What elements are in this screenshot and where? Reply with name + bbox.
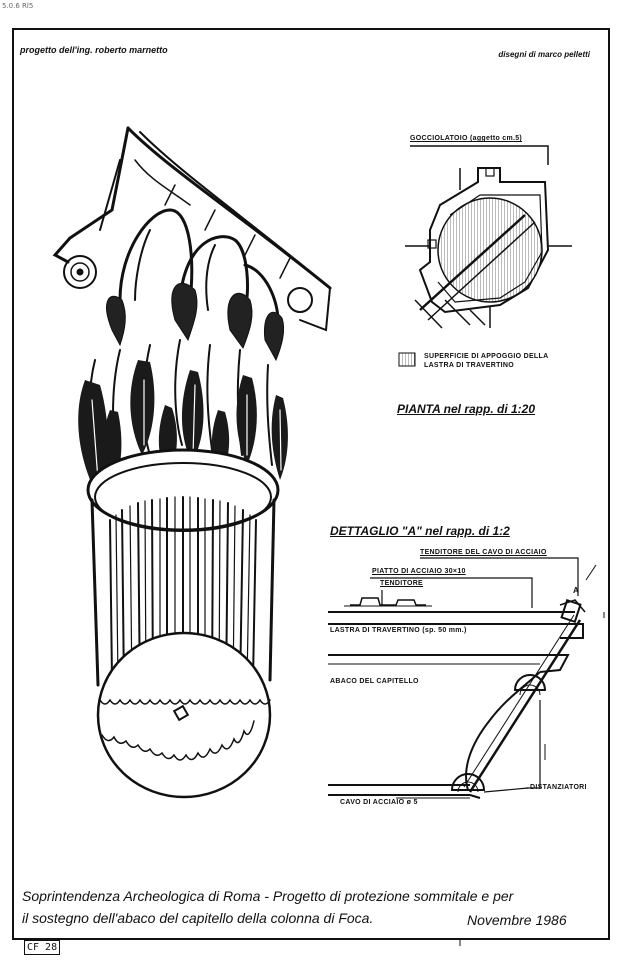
capital-illustration <box>55 128 330 797</box>
tensioner-label: TENDITORE <box>380 580 424 587</box>
legend-swatch-bearing-surface <box>399 353 415 366</box>
travertine-slab-label: LASTRA DI TRAVERTINO (sp. 50 mm.) <box>330 627 467 634</box>
gocciolatoio-label: GOCCIOLATOIO (aggetto cm.5) <box>410 135 523 142</box>
marker-a: A <box>573 586 580 595</box>
cable-tensioner-label: TENDITORE DEL CAVO DI ACCIAIO <box>420 549 547 556</box>
abacus-label: ABACO DEL CAPITELLO <box>330 678 419 685</box>
detail-title: DETTAGLIO "A" nel rapp. di 1:2 <box>330 524 510 538</box>
spacers-label: DISTANZIATORI <box>530 784 587 791</box>
gocciolatoio-leader <box>410 146 548 165</box>
steel-plate-label: PIATTO DI ACCIAIO 30×10 <box>372 568 466 575</box>
plan-title: PIANTA nel rapp. di 1:20 <box>397 402 536 416</box>
legend-label-line2: LASTRA DI TRAVERTINO <box>424 362 514 369</box>
header-draughtsman: disegni di marco pelletti <box>498 50 590 59</box>
corner-mark: 5.0.6 Rl5 <box>2 2 34 10</box>
sheet-code: CF 28 <box>24 940 60 955</box>
caption-line1: Soprintendenza Archeologica di Roma - Progetto di protezione sommitale e per <box>22 888 514 904</box>
plan-drawing <box>405 146 572 328</box>
caption-date: Novembre 1986 <box>467 912 567 928</box>
caption-line2: il sostegno dell'abaco del capitello della colonna di Foca. <box>22 910 374 926</box>
steel-cable-label: CAVO DI ACCIAIO ø 5 <box>340 799 418 806</box>
legend-label-line1: SUPERFICIE DI APPOGGIO DELLA <box>424 353 549 360</box>
header-author: progetto dell'ing. roberto marnetto <box>20 45 168 55</box>
